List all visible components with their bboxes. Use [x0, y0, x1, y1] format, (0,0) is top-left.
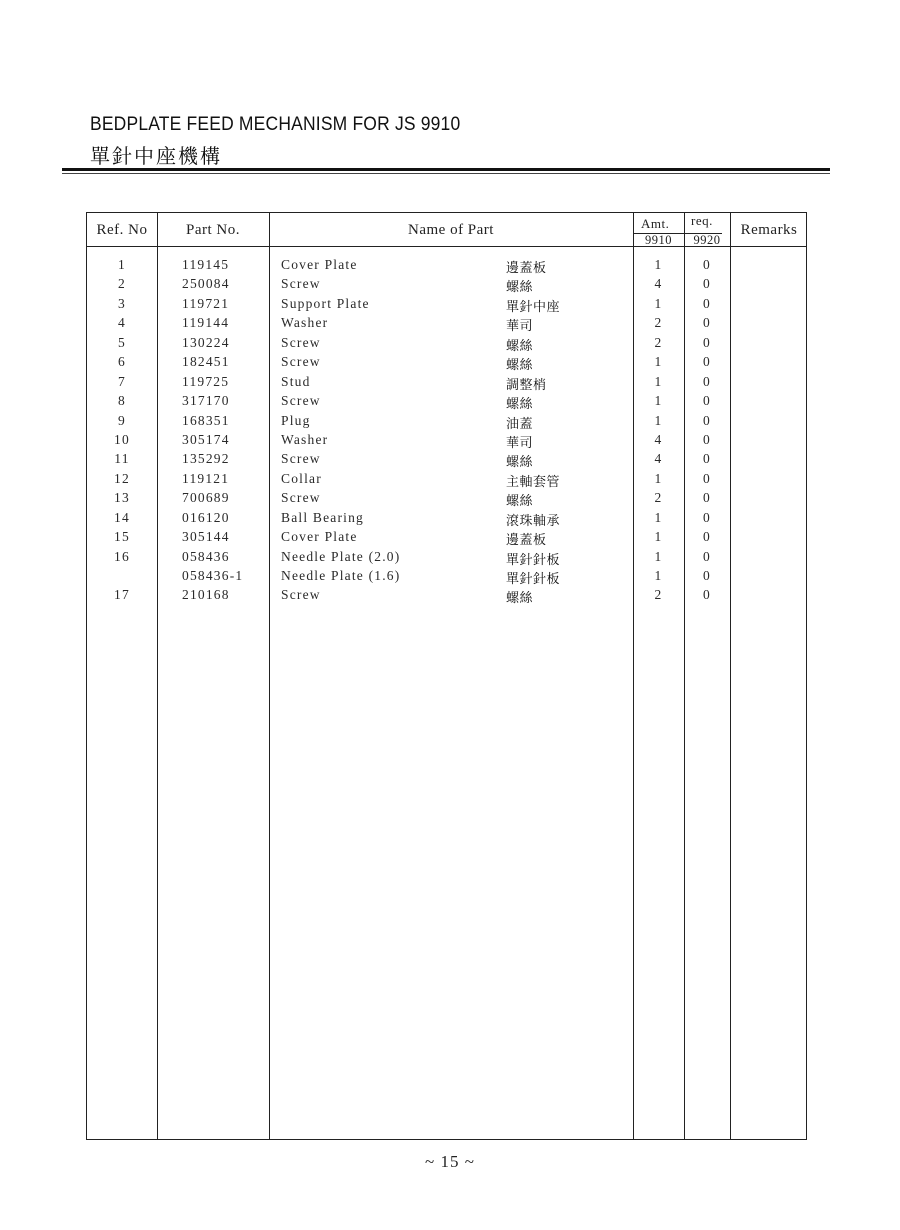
amt-9920-cell: 0: [703, 373, 711, 389]
ref-no-cell: 10: [114, 431, 130, 447]
ref-no-cell: 2: [118, 276, 126, 292]
part-name-chinese-cell: 單針針板: [506, 552, 561, 568]
part-name-chinese-cell: 螺絲: [506, 455, 534, 471]
table-row: [87, 296, 806, 315]
part-name-chinese-cell: 單針中座: [506, 299, 561, 315]
header-ref-no: Ref. No: [96, 222, 148, 238]
table-row: [87, 374, 806, 393]
part-name-chinese-cell: 華司: [506, 319, 534, 335]
part-no-cell: 250084: [182, 276, 230, 292]
part-no-cell: 119121: [182, 470, 230, 486]
part-name-chinese-cell: 螺絲: [506, 397, 534, 413]
part-name-cell: Screw: [281, 276, 321, 292]
table-body: [87, 257, 806, 607]
part-no-cell: 182451: [182, 354, 230, 370]
amt-9910-cell: 4: [654, 431, 663, 447]
amt-9920-cell: 0: [703, 393, 711, 409]
part-no-cell: 119725: [182, 373, 230, 389]
table-row: [87, 451, 806, 470]
header-amt-9910: 9910: [645, 233, 672, 247]
amt-9910-cell: 1: [654, 295, 663, 311]
ref-no-cell: 1: [118, 257, 126, 272]
amt-9910-cell: 2: [654, 490, 663, 506]
amt-9910-cell: 1: [654, 548, 663, 564]
amt-9920-cell: 0: [703, 568, 711, 583]
ref-no-cell: 11: [114, 451, 130, 467]
amt-9910-cell: 1: [654, 568, 663, 583]
amt-9910-cell: 1: [654, 529, 663, 545]
amt-9910-cell: 1: [654, 509, 663, 525]
amt-9920-cell: 0: [703, 315, 711, 331]
table-row: [87, 587, 806, 606]
part-name-cell: Screw: [281, 490, 321, 506]
ref-no-cell: 17: [114, 587, 130, 603]
amt-9910-cell: 1: [654, 373, 663, 389]
page-title-chinese: 單針中座機構: [90, 144, 222, 168]
part-name-chinese-cell: 華司: [506, 435, 534, 451]
part-name-cell: Cover Plate: [281, 529, 358, 545]
ref-no-cell: 15: [114, 529, 130, 545]
header-remarks: Remarks: [740, 222, 798, 238]
amt-9920-cell: 0: [703, 412, 711, 428]
amt-9910-cell: 4: [654, 276, 663, 292]
part-name-cell: Screw: [281, 393, 321, 409]
part-name-cell: Plug: [281, 412, 311, 428]
amt-9910-cell: 2: [654, 587, 663, 603]
table-row: [87, 432, 806, 451]
table-row: [87, 257, 806, 276]
ref-no-cell: 16: [114, 548, 130, 564]
amt-9920-cell: 0: [703, 257, 711, 272]
part-name-cell: Collar: [281, 470, 322, 486]
header-amt: Amt.: [641, 216, 670, 231]
table-row: [87, 549, 806, 568]
part-name-cell: Screw: [281, 451, 321, 467]
part-name-chinese-cell: 邊蓋板: [506, 533, 547, 549]
amt-9920-cell: 0: [703, 431, 711, 447]
part-name-chinese-cell: 調整梢: [506, 377, 547, 393]
part-name-chinese-cell: 主軸套管: [506, 474, 561, 490]
part-name-cell: Screw: [281, 587, 321, 603]
ref-no-cell: 13: [114, 490, 130, 506]
part-no-cell: 119144: [182, 315, 230, 331]
amt-9910-cell: 1: [654, 412, 663, 428]
ref-no-cell: 4: [118, 315, 126, 331]
amt-9910-cell: 1: [654, 470, 663, 486]
part-name-cell: Ball Bearing: [281, 509, 365, 525]
table-row: [87, 490, 806, 509]
page-title: BEDPLATE FEED MECHANISM FOR JS 9910: [90, 114, 461, 135]
ref-no-cell: 8: [118, 393, 126, 409]
table-row: [87, 315, 806, 334]
table-row: [87, 529, 806, 548]
header-rule: [62, 168, 830, 171]
amt-9920-cell: 0: [703, 490, 711, 506]
amt-9920-cell: 0: [703, 354, 711, 370]
table-row: [87, 335, 806, 354]
part-name-cell: Stud: [281, 373, 311, 389]
part-name-cell: Screw: [281, 354, 321, 370]
part-no-cell: 016120: [182, 509, 230, 525]
part-name-cell: Washer: [281, 315, 329, 331]
header-rule-thin: [62, 173, 830, 174]
amt-9910-cell: 1: [654, 354, 663, 370]
part-no-cell: 700689: [182, 490, 230, 506]
table-row: [87, 471, 806, 490]
part-no-cell: 058436: [182, 548, 230, 564]
amt-9910-cell: 2: [654, 315, 663, 331]
amt-9920-cell: 0: [703, 470, 711, 486]
part-name-chinese-cell: 滾珠軸承: [506, 513, 561, 529]
part-no-cell: 305144: [182, 529, 230, 545]
table-row: [87, 276, 806, 295]
part-name-cell: Needle Plate (1.6): [281, 568, 401, 583]
ref-no-cell: 3: [118, 295, 126, 311]
part-name-cell: Needle Plate (2.0): [281, 548, 401, 564]
part-name-chinese-cell: 螺絲: [506, 494, 534, 510]
part-name-cell: Cover Plate: [281, 257, 358, 272]
page-number: ~ 15 ~: [425, 1152, 475, 1171]
parts-table: [86, 212, 807, 1140]
part-no-cell: 317170: [182, 393, 230, 409]
part-name-chinese-cell: 螺絲: [506, 280, 534, 296]
part-no-cell: 305174: [182, 431, 230, 447]
part-name-chinese-cell: 螺絲: [506, 338, 534, 354]
amt-9920-cell: 0: [703, 295, 711, 311]
part-name-chinese-cell: 邊蓋板: [506, 261, 547, 276]
amt-9920-cell: 0: [703, 451, 711, 467]
amt-9920-cell: 0: [703, 276, 711, 292]
table-row: [87, 568, 806, 587]
ref-no-cell: 9: [118, 412, 126, 428]
part-name-chinese-cell: 螺絲: [506, 591, 534, 607]
part-name-cell: Screw: [281, 334, 321, 350]
header-req: req.: [691, 213, 713, 228]
part-name-cell: Washer: [281, 431, 329, 447]
part-no-cell: 135292: [182, 451, 230, 467]
ref-no-cell: 14: [114, 509, 130, 525]
part-name-chinese-cell: 油蓋: [506, 416, 534, 432]
part-no-cell: 210168: [182, 587, 230, 603]
amt-9910-cell: 2: [654, 334, 663, 350]
amt-9920-cell: 0: [703, 587, 711, 603]
part-no-cell: 168351: [182, 412, 230, 428]
part-no-cell: 119721: [182, 295, 230, 311]
amt-9920-cell: 0: [703, 548, 711, 564]
header-name-of-part: Name of Part: [408, 222, 494, 238]
amt-9920-cell: 0: [703, 334, 711, 350]
table-row: [87, 393, 806, 412]
amt-9920-cell: 0: [703, 509, 711, 525]
part-no-cell: 058436-1: [182, 568, 244, 583]
ref-no-cell: 6: [118, 354, 126, 370]
amt-9910-cell: 1: [654, 393, 663, 409]
amt-9910-cell: 4: [654, 451, 663, 467]
ref-no-cell: 12: [114, 470, 130, 486]
header-amt-9920: 9920: [693, 233, 721, 247]
ref-no-cell: 7: [118, 373, 126, 389]
part-no-cell: 130224: [182, 334, 230, 350]
amt-9910-cell: 1: [654, 257, 663, 272]
table-row: [87, 510, 806, 529]
part-name-chinese-cell: 螺絲: [506, 358, 534, 374]
part-name-cell: Support Plate: [281, 295, 370, 311]
ref-no-cell: 5: [118, 334, 126, 350]
part-name-chinese-cell: 單針針板: [506, 572, 561, 587]
header-part-no: Part No.: [186, 222, 240, 238]
table-row: [87, 354, 806, 373]
table-row: [87, 413, 806, 432]
part-no-cell: 119145: [182, 257, 230, 272]
amt-9920-cell: 0: [703, 529, 711, 545]
